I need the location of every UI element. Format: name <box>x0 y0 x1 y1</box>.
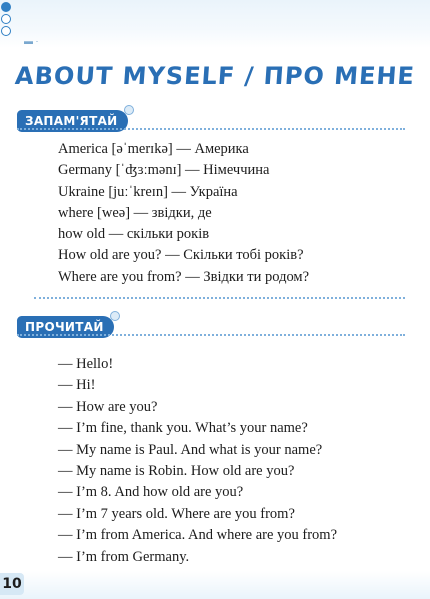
page-corner-dots <box>1 2 13 38</box>
section-divider <box>17 334 405 336</box>
corner-dot-icon <box>1 2 11 12</box>
vocabulary-list <box>58 139 418 288</box>
vocabulary-item: America [əˈmerɪkə] — Америка <box>58 141 249 157</box>
vocabulary-item: How old are you? — Скільки тобі років? <box>58 247 304 264</box>
section-divider <box>17 128 405 130</box>
dialogue-line: — I’m 7 years old. Where are you from? <box>58 505 295 522</box>
sparkle-icon <box>124 105 134 115</box>
vocabulary-item: Ukraine [juːˈkreɪn] — Україна <box>58 183 238 200</box>
dialogue-line: — My name is Robin. How old are you? <box>58 462 295 479</box>
vocabulary-item: Germany [ˈʤɜːmənɪ] — Німеччина <box>58 162 270 179</box>
vocabulary-item: Where are you from? — Звідки ти родом? <box>58 268 310 285</box>
page-number: 10 <box>0 573 24 595</box>
dialogue-line: — How are you? <box>58 398 158 415</box>
dialogue-line: — Hello! <box>58 356 114 372</box>
decorative-dash-icon: ▬ · <box>24 36 39 46</box>
sparkle-icon <box>110 311 120 321</box>
dialogue-line: — Hi! <box>58 377 96 394</box>
dialogue-list <box>58 354 418 568</box>
bottom-decorative-band <box>0 571 430 599</box>
remember-badge-label: ЗАПАМ'ЯТАЙ <box>25 114 118 128</box>
dialogue-line: — I’m from America. And where are you from? <box>58 527 338 544</box>
read-badge-label: ПРОЧИТАЙ <box>25 320 104 334</box>
dialogue-line: — I’m fine, thank you. What’s your name? <box>58 420 308 437</box>
vocabulary-item: where [weə] — звідки, де <box>58 204 212 221</box>
section-divider <box>34 297 405 299</box>
dialogue-line: — My name is Paul. And what is your name? <box>58 441 323 458</box>
dialogue-line: — I’m from Germany. <box>58 548 190 565</box>
page-title: ABOUT MYSELF / ПРО МЕНЕ <box>14 62 416 90</box>
vocabulary-item: how old — скільки років <box>58 226 210 243</box>
corner-dot-icon <box>1 14 11 24</box>
corner-dot-icon <box>1 26 11 36</box>
top-decorative-band <box>0 0 430 48</box>
dialogue-line: — I’m 8. And how old are you? <box>58 484 244 501</box>
